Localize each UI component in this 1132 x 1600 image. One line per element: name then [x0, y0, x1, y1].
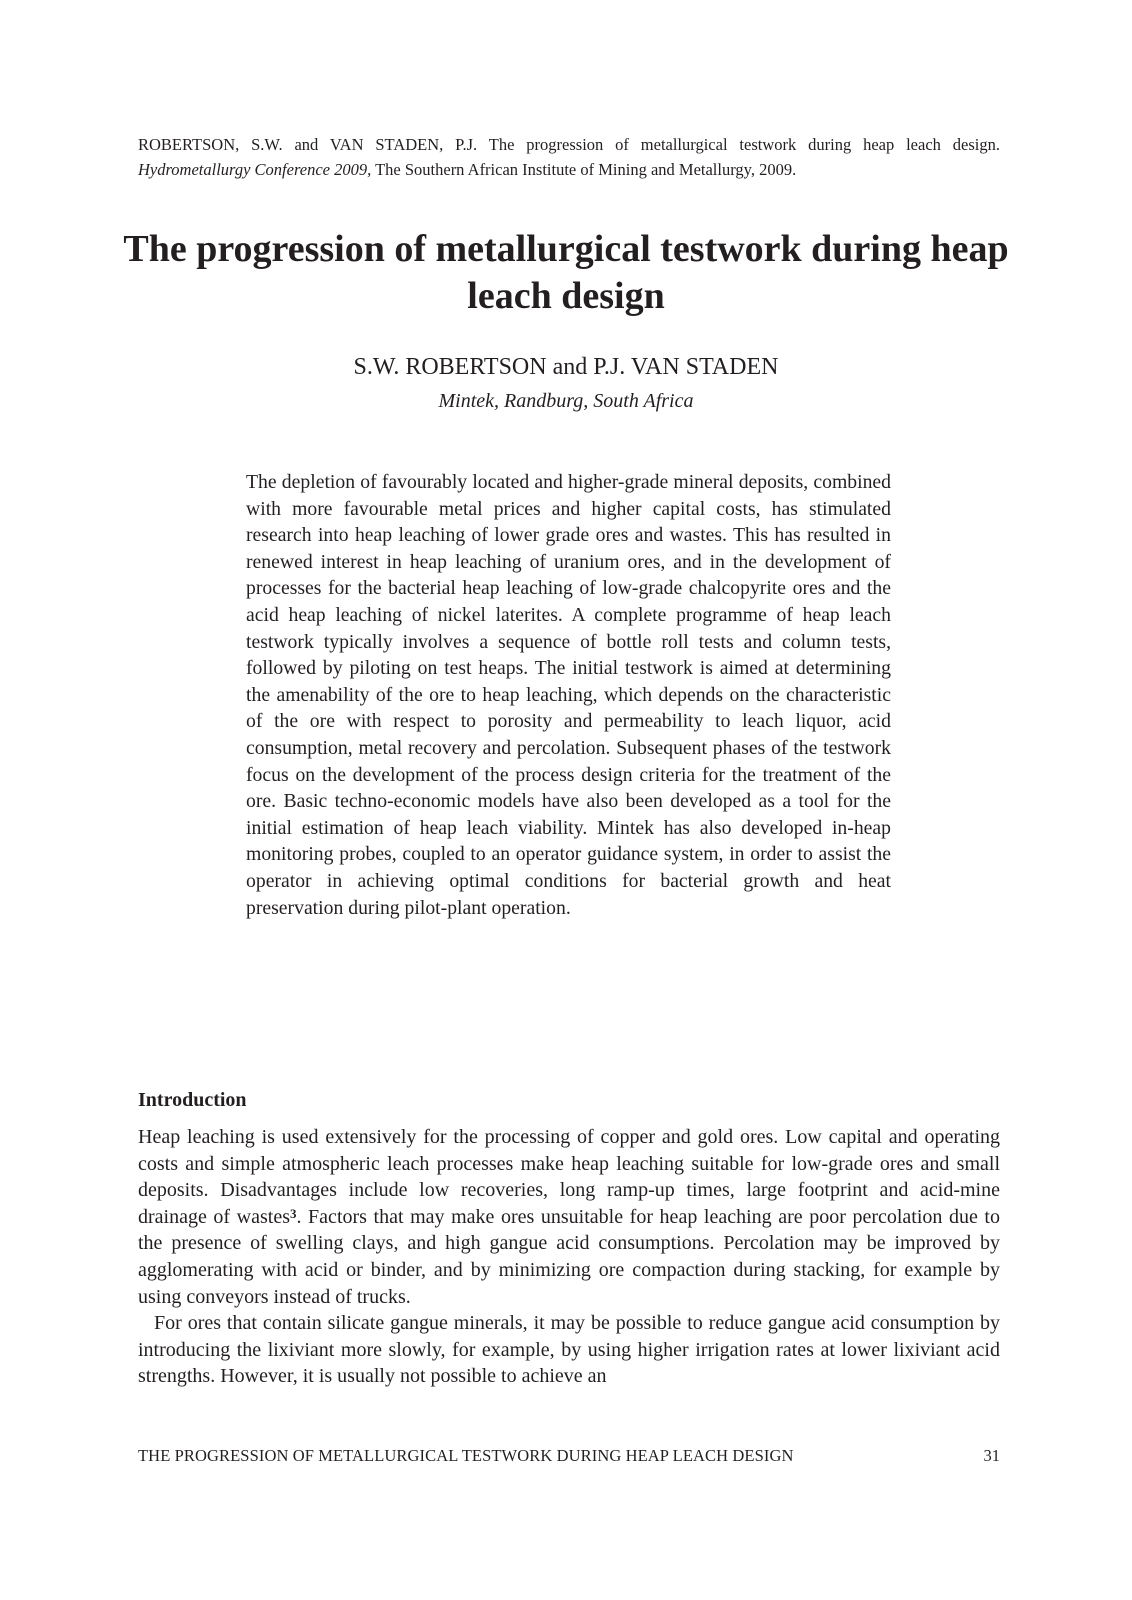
paper-authors: S.W. ROBERTSON and P.J. VAN STADEN [353, 354, 779, 380]
introduction-paragraph-2: For ores that contain silicate gangue minerals, it may be possible to reduce gangue acid consumption by introducing the lixiviant more slowly, for example, by using higher irrigation rates at lower lixiviant acid strengths. However, it is usually not possible to achieve an [138, 1312, 1000, 1388]
introduction-paragraph-1 [138, 1124, 1000, 1310]
reference-marker: 3 [289, 1205, 297, 1221]
citation-header [138, 132, 1000, 182]
author-affiliation: Mintek, Randburg, South Africa [438, 390, 694, 412]
citation-conference: Hydrometallurgy Conference 2009, [138, 160, 372, 179]
abstract: The depletion of favourably located and higher-grade mineral deposits, combined with more favourable metal prices and higher capital costs, has stimulated research into heap leaching of lower grade ores and wastes. This has resulted in renewed interest in heap leaching of uranium ores, and in the development of processes for the bacterial heap leaching of low-grade chalcopyrite ores and the acid heap leaching of nickel laterites. A complete programme of heap leach testwork typically involves a sequence of bottle roll tests and column tests, followed by piloting on test heaps. The initial testwork is aimed at determining the amenability of the ore to heap leaching, which depends on the characteristic of the ore with respect to porosity and permeability to leach liquor, acid consumption, metal recovery and percolation. Subsequent phases of the testwork focus on the development of the process design criteria for the treatment of the ore. Basic techno-economic models have also been developed as a tool for the initial estimation of heap leach viability. Mintek has also developed in-heap monitoring probes, coupled to an operator guidance system, in order to assist the operator in achieving optimal conditions for bacterial growth and heat preservation during pilot-plant operation. [246, 471, 891, 919]
footer-page-number: 31 [983, 1446, 1000, 1465]
introduction-paragraph-1-text-b: . Factors that may make ores unsuitable for heap leaching are poor percolation due to the presence of swelling clays, and high gangue acid consumptions. Percolation may be improved by agglomerating with acid or binder, and by minimizing ore compaction during stacking, for example by using conveyors instead of trucks. [138, 1205, 1000, 1308]
introduction-body [138, 1124, 1000, 1390]
footer-running-title: THE PROGRESSION OF METALLURGICAL TESTWORK DURING HEAP LEACH DESIGN [138, 1446, 794, 1465]
section-heading-introduction: Introduction [138, 1089, 247, 1111]
introduction-paragraph-1-text-a: Heap leaching is used extensively for the processing of copper and gold ores. Low capital and operating costs and simple atmospheric leach processes make heap leaching suitable for low-grade ores and small deposits. Disadvantages include low recoveries, long ramp-up times, large footprint and acid-mine drainage of wastes [138, 1126, 1000, 1228]
citation-prefix: ROBERTSON, S.W. and VAN STADEN, P.J. The progression of metallurgical testwork during heap leach design. [138, 135, 1000, 154]
paper-title: The progression of metallurgical testwork during heap leach design [123, 228, 1009, 317]
citation-suffix: The Southern African Institute of Mining and Metallurgy, 2009. [375, 160, 797, 179]
